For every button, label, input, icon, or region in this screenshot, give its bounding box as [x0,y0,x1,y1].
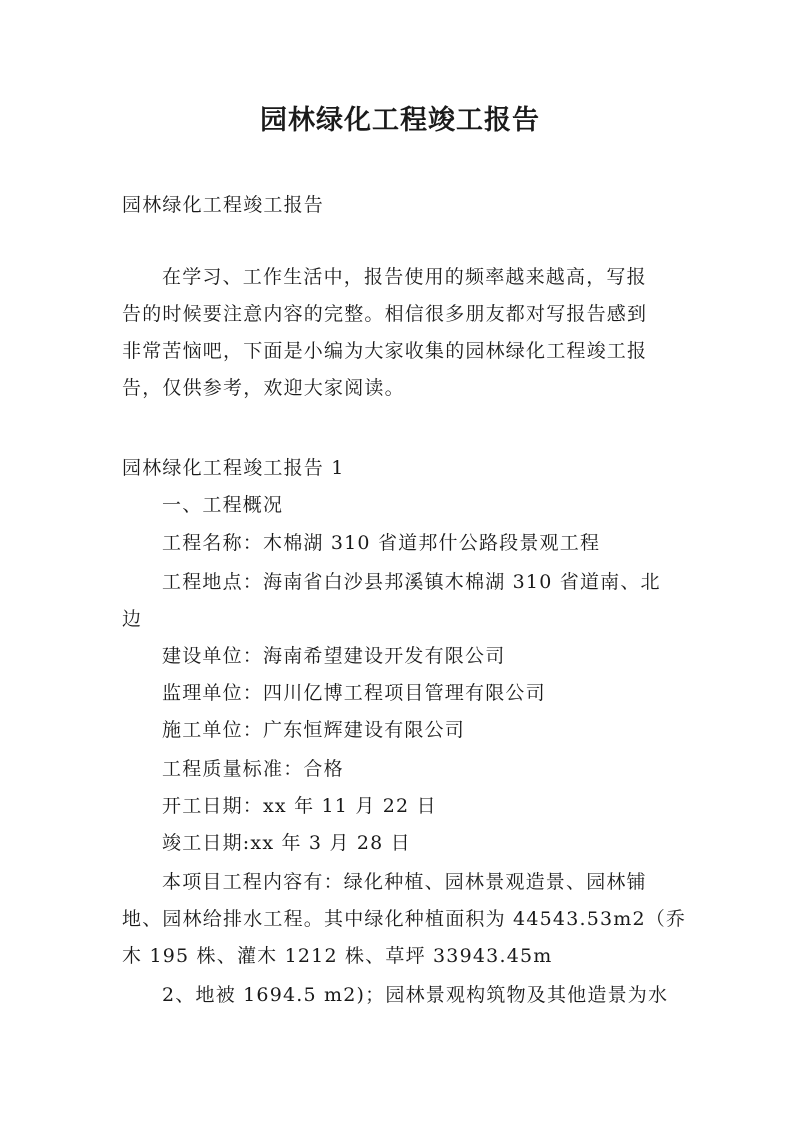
contractor-line: 施工单位：广东恒辉建设有限公司 [162,719,466,741]
content-line-4: 2、地被 1694.5 m2)；园林景观构筑物及其他造景为水 [162,984,669,1006]
project-name-line: 工程名称：木棉湖 310 省道邦什公路段景观工程 [162,532,601,554]
project-location-wrap: 边 [122,608,143,630]
start-date-line: 开工日期：xx 年 11 月 22 日 [162,795,437,817]
intro-line-2: 告的时候要注意内容的完整。相信很多朋友都对写报告感到 [122,303,648,325]
intro-line-3: 非常苦恼吧，下面是小编为大家收集的园林绿化工程竣工报 [122,340,648,362]
project-location-line: 工程地点：海南省白沙县邦溪镇木棉湖 310 省道南、北 [162,571,661,593]
content-line-3: 木 195 株、灌木 1212 株、草坪 33943.45m [122,945,553,967]
supervisor-line: 监理单位：四川亿博工程项目管理有限公司 [162,682,546,704]
content-line-2: 地、园林给排水工程。其中绿化种植面积为 44543.53m2（乔 [122,908,687,930]
document-title: 园林绿化工程竣工报告 [260,105,540,136]
section-heading: 园林绿化工程竣工报告 1 [122,457,345,479]
intro-line-4: 告，仅供参考，欢迎大家阅读。 [122,377,405,399]
quality-line: 工程质量标准：合格 [162,758,344,780]
completion-date-line: 竣工日期:xx 年 3 月 28 日 [162,832,411,854]
doc-subtitle: 园林绿化工程竣工报告 [122,194,325,216]
intro-line-1: 在学习、工作生活中，报告使用的频率越来越高，写报 [162,266,647,288]
builder-line: 建设单位：海南希望建设开发有限公司 [162,645,506,667]
content-line-1: 本项目工程内容有：绿化种植、园林景观造景、园林铺 [162,871,647,893]
subsection-heading: 一、工程概况 [162,494,284,516]
